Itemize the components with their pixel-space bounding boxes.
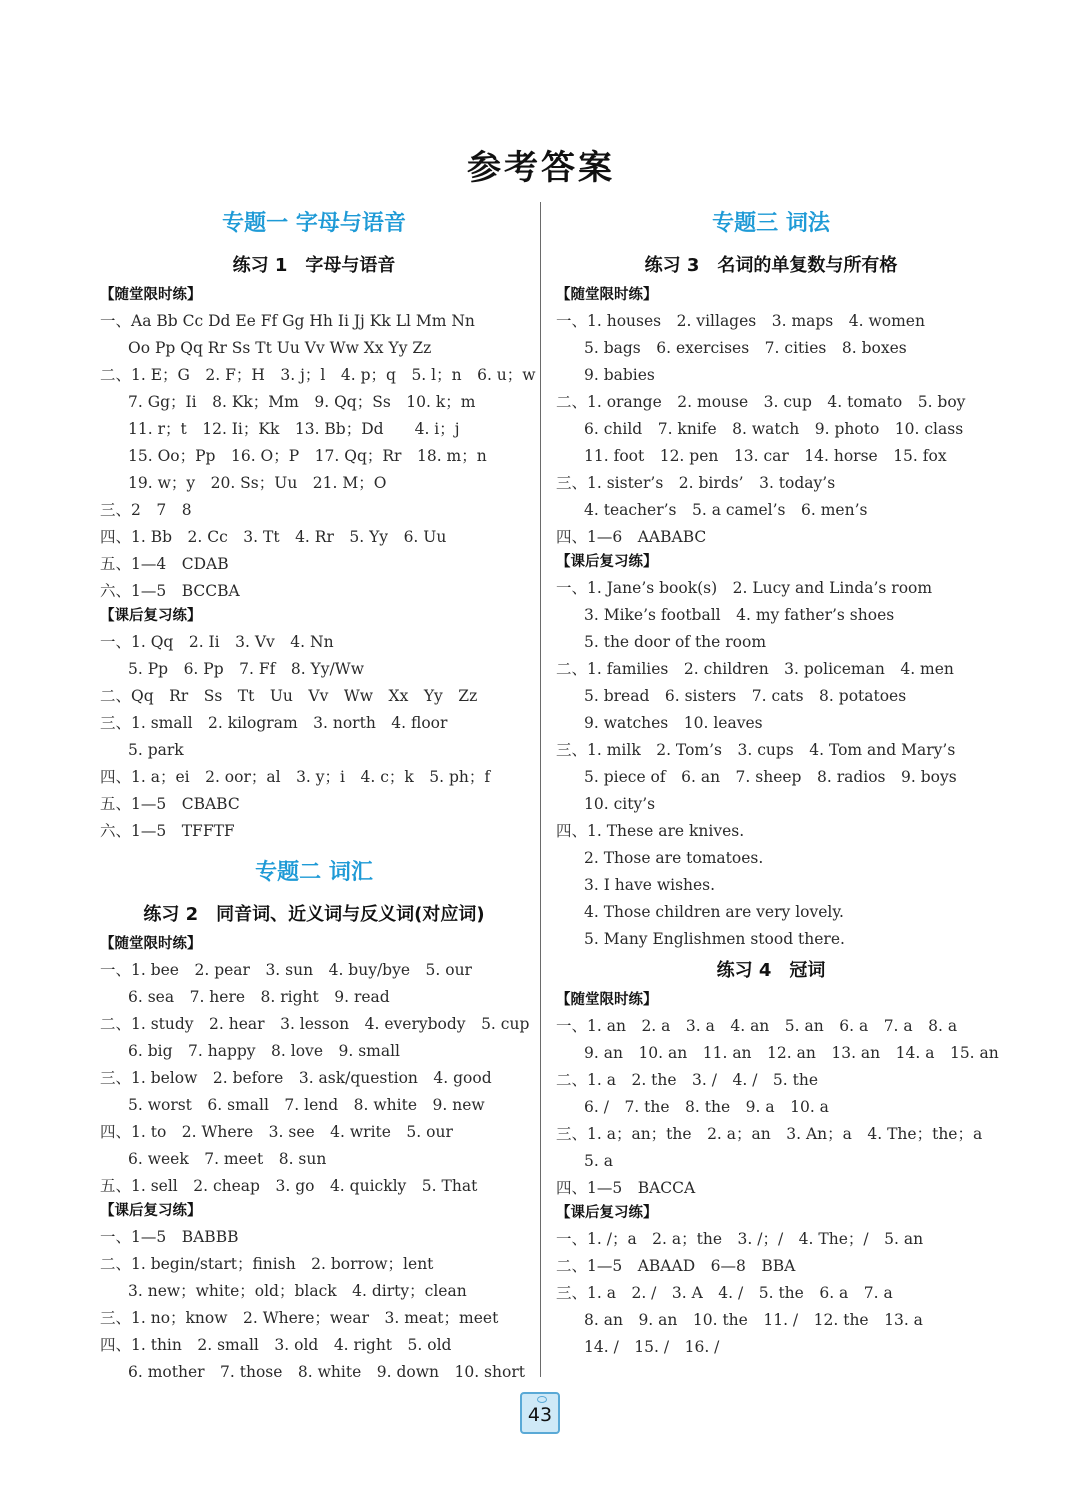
answer-line: 10. city’s [584, 795, 656, 813]
exercise-title: 练习 4 冠词 [716, 960, 826, 981]
exercise-title: 练习 3 名词的单复数与所有格 [644, 255, 898, 276]
answer-line: 6. child 7. knife 8. watch 9. photo 10. class [584, 420, 964, 438]
answer-line: 19. w；y 20. Ss；Uu 21. M；O [128, 474, 387, 492]
answer-line: 5. a [584, 1152, 613, 1170]
answer-line: 5. Pp 6. Pp 7. Ff 8. Yy/Ww [128, 660, 364, 678]
answer-line: 一、1. houses 2. villages 3. maps 4. women [556, 312, 925, 330]
answer-line: 3. new；white；old；black 4. dirty；clean [128, 1282, 467, 1300]
answer-line: 8. an 9. an 10. the 11. / 12. the 13. a [584, 1311, 923, 1329]
answer-line: 3. Mike’s football 4. my father’s shoes [584, 606, 895, 624]
answer-list [100, 308, 536, 605]
answer-line: 三、1. a 2. / 3. A 4. / 5. the 6. a 7. a [556, 1284, 893, 1302]
answer-line: 四、1. to 2. Where 3. see 4. write 5. our [100, 1123, 453, 1141]
answer-line: 二、1. E；G 2. F；H 3. j；l 4. p；q 5. l；n 6. u；w [100, 366, 536, 384]
right-column [556, 204, 999, 1361]
answer-line: 五、1—5 CBABC [100, 795, 240, 813]
answer-line: 9. an 10. an 11. an 12. an 13. an 14. a 15. an [584, 1044, 999, 1062]
answer-line: 一、1. /；a 2. a；the 3. /；/ 4. The；/ 5. an [556, 1230, 924, 1248]
answer-line: 14. / 15. / 16. / [584, 1338, 720, 1356]
answer-line: 二、Qq Rr Ss Tt Uu Vv Ww Xx Yy Zz [100, 687, 478, 705]
spacer [100, 845, 528, 853]
answer-line: 四、1—5 BACCA [556, 1179, 696, 1197]
answer-line: 四、1. a；ei 2. oor；al 3. y；i 4. c；k 5. ph；f [100, 768, 491, 786]
section-heading: 专题一 字母与语音 [222, 211, 406, 236]
review-label: 【课后复习练】 [556, 1205, 658, 1221]
answer-line: 六、1—5 BCCBA [100, 582, 240, 600]
answer-line: 二、1. orange 2. mouse 3. cup 4. tomato 5. boy [556, 393, 966, 411]
answer-line: 四、1—6 AABABC [556, 528, 707, 546]
answer-line: 一、1. bee 2. pear 3. sun 4. buy/bye 5. our [100, 961, 472, 979]
answer-line: 三、1. small 2. kilogram 3. north 4. floor [100, 714, 448, 732]
answer-list [556, 1013, 999, 1202]
answer-line: 四、1. These are knives. [556, 822, 745, 840]
answer-line: 6. / 7. the 8. the 9. a 10. a [584, 1098, 829, 1116]
in-class-label: 【随堂限时练】 [100, 936, 202, 952]
answer-line: 一、Aa Bb Cc Dd Ee Ff Gg Hh Ii Jj Kk Ll Mm Nn [100, 312, 475, 330]
answer-list [100, 957, 528, 1200]
in-class-label: 【随堂限时练】 [556, 287, 658, 303]
section-heading: 专题三 词法 [712, 211, 830, 236]
answer-line: 四、1. thin 2. small 3. old 4. right 5. old [100, 1336, 452, 1354]
answer-list [556, 575, 986, 953]
answer-line: 四、1. Bb 2. Cc 3. Tt 4. Rr 5. Yy 6. Uu [100, 528, 447, 546]
page-number: 43 [527, 1404, 553, 1426]
answer-line: 4. teacher’s 5. a camel’s 6. men’s [584, 501, 868, 519]
answer-list [100, 629, 528, 845]
answer-line: 7. Gg；Ii 8. Kk；Mm 9. Qq；Ss 10. k；m [128, 393, 476, 411]
answer-line: 11. r；t 12. Ii；Kk 13. Bb；Dd 4. i；j [128, 420, 460, 438]
answer-list [556, 1226, 986, 1361]
page-title: 参考答案 [467, 148, 615, 188]
answer-line: 5. bags 6. exercises 7. cities 8. boxes [584, 339, 907, 357]
answer-list [556, 308, 986, 551]
column-divider [540, 202, 541, 1377]
review-label: 【课后复习练】 [100, 608, 202, 624]
badge-ring-icon [537, 1396, 547, 1403]
in-class-label: 【随堂限时练】 [556, 992, 658, 1008]
review-label: 【课后复习练】 [556, 554, 658, 570]
answer-line: 三、1. sister’s 2. birds’ 3. today’s [556, 474, 836, 492]
exercise-title: 练习 1 字母与语音 [232, 255, 396, 276]
answer-line: 六、1—5 TFFTF [100, 822, 235, 840]
answer-line: 6. big 7. happy 8. love 9. small [128, 1042, 401, 1060]
answer-line: 6. sea 7. here 8. right 9. read [128, 988, 390, 1006]
section-heading: 专题二 词汇 [255, 860, 373, 885]
answer-line: 一、1. an 2. a 3. a 4. an 5. an 6. a 7. a 8. a [556, 1017, 958, 1035]
answer-line: 五、1—4 CDAB [100, 555, 229, 573]
answer-line: 一、1. Jane’s book(s) 2. Lucy and Linda’s room [556, 579, 933, 597]
answer-line: 二、1. families 2. children 3. policeman 4. men [556, 660, 954, 678]
answer-line: 2. Those are tomatoes. [584, 849, 764, 867]
answer-line: 11. foot 12. pen 13. car 14. horse 15. fox [584, 447, 947, 465]
answer-line: 5. bread 6. sisters 7. cats 8. potatoes [584, 687, 907, 705]
answer-line: 6. week 7. meet 8. sun [128, 1150, 327, 1168]
answer-line: 五、1. sell 2. cheap 3. go 4. quickly 5. That [100, 1177, 478, 1195]
answer-line: 4. Those children are very lovely. [584, 903, 844, 921]
review-label: 【课后复习练】 [100, 1203, 202, 1219]
answer-line: 5. worst 6. small 7. lend 8. white 9. new [128, 1096, 485, 1114]
answer-line: 一、1—5 BABBB [100, 1228, 239, 1246]
answer-line: 6. mother 7. those 8. white 9. down 10. short [128, 1363, 525, 1381]
answer-line: 三、1. milk 2. Tom’s 3. cups 4. Tom and Mary’s [556, 741, 956, 759]
answer-line: 5. the door of the room [584, 633, 767, 651]
answer-line: 三、1. a；an；the 2. a；an 3. An；a 4. The；the；a [556, 1125, 983, 1143]
answer-line: 15. Oo；Pp 16. O；P 17. Qq；Rr 18. m；n [128, 447, 487, 465]
answer-line: Oo Pp Qq Rr Ss Tt Uu Vv Ww Xx Yy Zz [128, 339, 432, 357]
answer-line: 5. park [128, 741, 184, 759]
answer-line: 三、2 7 8 [100, 501, 192, 519]
page-number-badge [520, 1392, 560, 1434]
answer-line: 9. babies [584, 366, 655, 384]
answer-line: 二、1. study 2. hear 3. lesson 4. everybody 5. cup [100, 1015, 530, 1033]
in-class-label: 【随堂限时练】 [100, 287, 202, 303]
answer-line: 三、1. below 2. before 3. ask/question 4. good [100, 1069, 492, 1087]
left-column [100, 204, 536, 1386]
answer-line: 3. I have wishes. [584, 876, 716, 894]
answer-line: 二、1. begin/start；finish 2. borrow；lent [100, 1255, 434, 1273]
answer-line: 一、1. Qq 2. Ii 3. Vv 4. Nn [100, 633, 334, 651]
answer-line: 二、1—5 ABAAD 6—8 BBA [556, 1257, 796, 1275]
answer-list [100, 1224, 528, 1386]
answer-line: 三、1. no；know 2. Where；wear 3. meat；meet [100, 1309, 499, 1327]
exercise-title: 练习 2 同音词、近义词与反义词(对应词) [143, 904, 485, 925]
answer-line: 二、1. a 2. the 3. / 4. / 5. the [556, 1071, 819, 1089]
answer-line: 5. piece of 6. an 7. sheep 8. radios 9. boys [584, 768, 957, 786]
answer-line: 5. Many Englishmen stood there. [584, 930, 845, 948]
answer-line: 9. watches 10. leaves [584, 714, 763, 732]
